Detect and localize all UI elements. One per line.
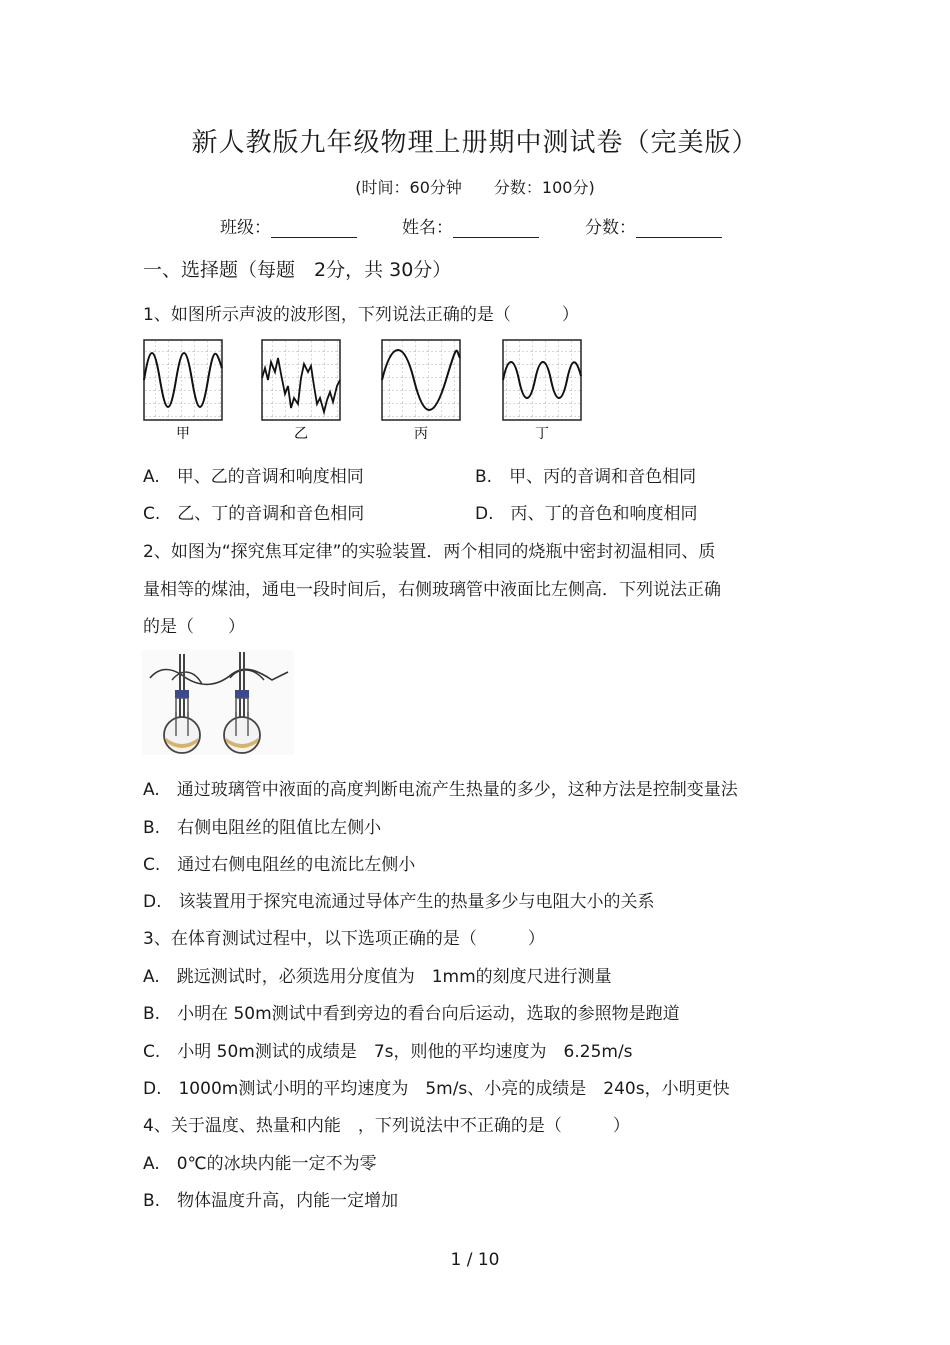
q4-option-a: A. 0℃的冰块内能一定不为零 [143, 1154, 377, 1174]
q1-option-d: D. 丙、丁的音色和响度相同 [475, 504, 698, 524]
name-blank [453, 219, 539, 238]
score-blank [636, 219, 722, 238]
wave-label-jia: 甲 [176, 426, 190, 442]
wave-label-bing: 丙 [414, 426, 428, 442]
q2-option-a: A. 通过玻璃管中液面的高度判断电流产生热量的多少，这种方法是控制变量法 [143, 780, 738, 800]
q1-option-a: A. 甲、乙的音调和响度相同 [143, 467, 364, 487]
class-field [220, 213, 357, 238]
q1-option-c: C. 乙、丁的音调和音色相同 [143, 504, 365, 524]
question-4-stem: 4、关于温度、热量和内能 ，下列说法中不正确的是（ ） [143, 1116, 630, 1136]
section-heading: 一、选择题（每题 2分，共 30分） [143, 259, 452, 281]
joule-law-apparatus-figure [142, 650, 294, 755]
class-blank [271, 219, 357, 238]
question-2-stem-line2: 量相等的煤油，通电一段时间后，右侧玻璃管中液面比左侧高．下列说法正确 [143, 580, 721, 600]
question-3-stem: 3、在体育测试过程中，以下选项正确的是（ ） [143, 929, 545, 949]
q2-option-c: C. 通过右侧电阻丝的电流比左侧小 [143, 855, 416, 875]
wave-label-yi: 乙 [294, 426, 308, 442]
q2-option-d: D. 该装置用于探究电流通过导体产生的热量多少与电阻大小的关系 [143, 892, 655, 912]
q3-option-d: D. 1000m测试小明的平均速度为 5m/s、小亮的成绩是 240s，小明更快 [143, 1079, 730, 1099]
q1-option-b: B. 甲、丙的音调和音色相同 [475, 467, 697, 487]
waveform-figure [142, 338, 587, 444]
score-field [585, 213, 722, 238]
page-number: 1 / 10 [450, 1250, 500, 1270]
score-label: 分数： [585, 218, 636, 238]
q3-option-c: C. 小明 50m测试的成绩是 7s，则他的平均速度为 6.25m/s [143, 1042, 633, 1062]
question-1-stem: 1、如图所示声波的波形图，下列说法正确的是（ ） [143, 305, 579, 325]
waveform-bing [382, 340, 460, 420]
wave-label-ding: 丁 [535, 426, 549, 442]
class-label: 班级： [220, 218, 271, 238]
question-2-stem-line1: 2、如图为“探究焦耳定律”的实验装置．两个相同的烧瓶中密封初温相同、质 [143, 542, 716, 562]
q4-option-b: B. 物体温度升高，内能一定增加 [143, 1191, 399, 1211]
name-field [402, 213, 539, 238]
question-2-stem-line3: 的是（ ） [143, 617, 245, 637]
exam-time-score: (时间：60分钟 分数：100分) [355, 178, 595, 197]
q3-option-a: A. 跳远测试时，必须选用分度值为 1mm的刻度尺进行测量 [143, 967, 612, 987]
q2-option-b: B. 右侧电阻丝的阻值比左侧小 [143, 818, 382, 838]
waveform-jia [144, 340, 222, 420]
q3-option-b: B. 小明在 50m测试中看到旁边的看台向后运动，选取的参照物是跑道 [143, 1004, 680, 1024]
page-title: 新人教版九年级物理上册期中测试卷（完美版） [191, 128, 759, 158]
waveform-ding [503, 340, 581, 420]
name-label: 姓名： [402, 218, 453, 238]
waveform-yi [262, 340, 340, 420]
